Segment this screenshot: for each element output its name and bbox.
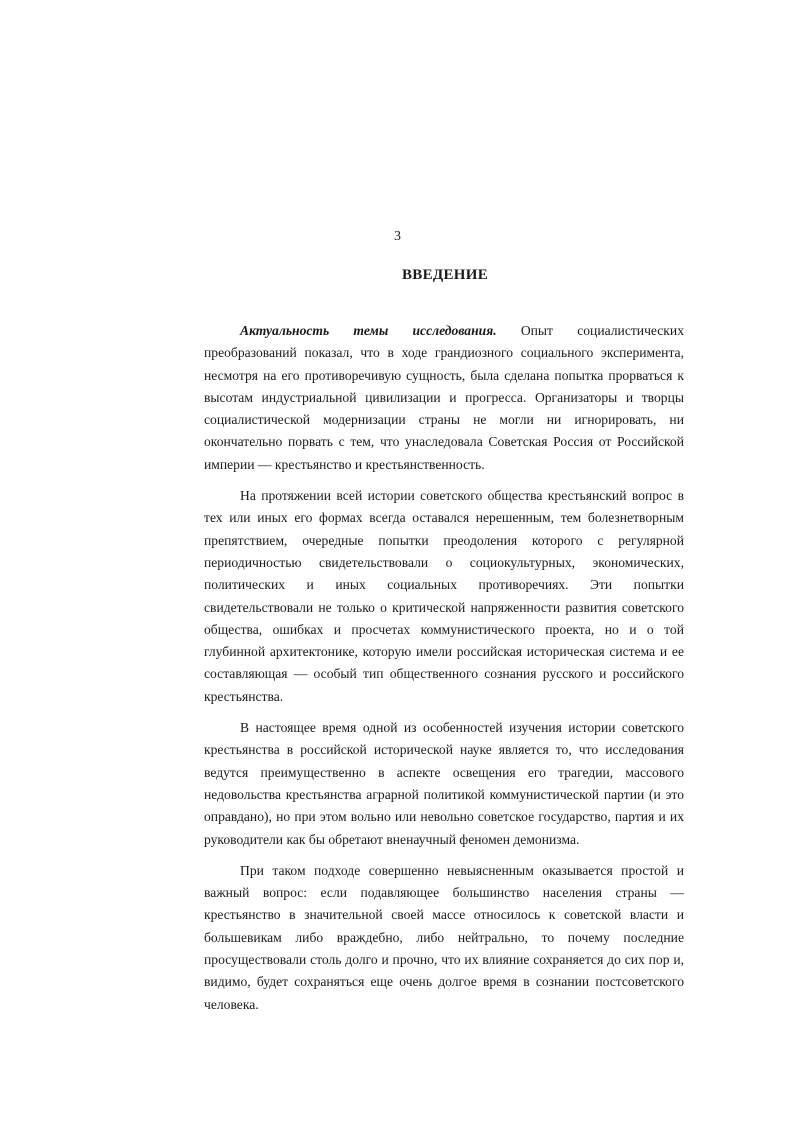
paragraph-unclear-question: При таком подходе совершенно невыясненным оказывается простой и важный вопрос: если подавляющее большинство населения страны — крестьянство в значительной своей массе относилось к советской власти и большевикам либо враждебно, либо нейтрально, то почему последние просуществовали столь долго и прочно, что их влияние сохраняется до сих пор и, видимо, будет сохраняться еще очень долгое время в сознании постсоветского человека. xyxy=(204,862,684,1012)
paragraph-peasant-question: На протяжении всей истории советского общества крестьянский вопрос в тех или иных его формах всегда оставался нерешенным, тем болезнетворным препятствием, очередные попытки преодоления которого с регулярной периодичностью свидетельствовали о социокультурных, экономических, политических и иных социальных противоречиях. Эти попытки свидетельствовали не только о критической напряженности развития советского общества, ошибках и просчетах коммунистического проекта, но и о той глубинной архитектонике, которую имели российская историческая система и ее составляющая — особый тип общественного сознания русского и российского крестьянства. xyxy=(204,488,684,704)
section-title: ВВЕДЕНИЕ xyxy=(401,267,489,283)
paragraph-current-research: В настоящее время одной из особенностей изучения истории советского крестьянства в российской исторической науке является то, что исследования ведутся преимущественно в аспекте освещения его трагедии, массового недовольства крестьянства аграрной политикой коммунистической партии (и это оправдано), но при этом вольно или невольно советское государство, партия и их руководители как бы обретают вненаучный феномен демонизма. xyxy=(204,720,684,847)
page-number: 3 xyxy=(394,229,401,244)
paragraph-lead: Актуальность темы исследования. xyxy=(240,323,497,338)
paragraph-relevance xyxy=(204,320,684,476)
paragraph-text: Опыт социалистических преобразований показал, что в ходе грандиозного социального эксперимента, несмотря на его противоречивую сущность, была сделана попытка прорваться к высотам индустриальной цивилизации и прогресса. Организаторы и творцы социалистической модернизации страны не могли ни игнорировать, ни окончательно порвать с тем, что унаследовала Советская Россия от Российской империи — крестьянство и крестьянственность. xyxy=(204,323,684,472)
body-text xyxy=(204,320,684,1025)
